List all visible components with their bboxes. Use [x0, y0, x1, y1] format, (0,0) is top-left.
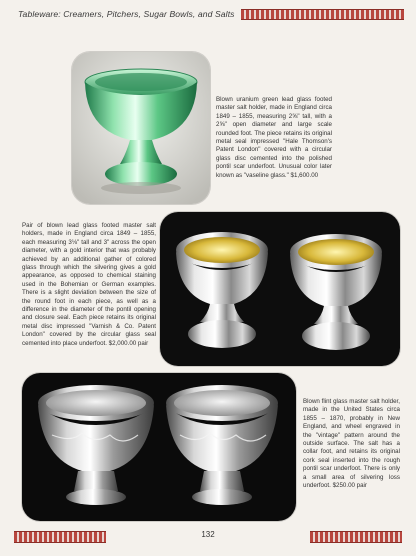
photo-engraved-salts — [22, 373, 296, 521]
header-decorative-stripe — [241, 9, 404, 20]
photo-pair-gold-salts — [160, 212, 400, 366]
caption-green-salt: Blown uranium green lead glass footed master salt holder, made in England circa 1849 – 1855, measuring 2⅝" tall, with a 2⅝" open diameter and large scale rounded foot. The piece retains its original metal seal impressed "Hale Thomson's Patent London" covered with a circular glass disc cemented into the polished pontil scar underfoot. Unusual color later known as "vaseline glass." $1,600.00 — [216, 96, 332, 179]
photo-green-salt — [72, 52, 210, 204]
green-salt-illustration — [72, 52, 210, 204]
engraved-salts-illustration — [22, 373, 296, 521]
footer-right-stripe — [310, 531, 402, 543]
section-title: Tableware: Creamers, Pitchers, Sugar Bowls, and Salts — [18, 9, 235, 19]
page-number: 132 — [201, 530, 215, 539]
page-footer — [14, 525, 402, 547]
gold-salts-illustration — [160, 212, 400, 366]
caption-engraved-salts: Blown flint glass master salt holder, made in the United States circa 1855 – 1870, probably in New England, and wheel engraved in the "vintage" pattern around the outside surface. The salt has a collar foot, and retains its original cork seal inserted into the rough pontil scar underfoot. There is only a small area of silvering loss underfoot. $250.00 pair — [303, 398, 400, 490]
caption-pair-gold-salts: Pair of blown lead glass footed master salt holders, made in England circa 1849 – 1855, each measuring 3⅛" tall and 3" across the open diameter, with a gold interior that was probably achieved by an additional gather of colored glass through which the silvering gives a gold appearance, as opposed to chemical staining used in the Bohemian or German examples. There is a slight deviation between the size of the round foot in each piece, as well as a difference in the diameter of the pontil opening and closure seal. Each piece retains its original metal disc impressed "Varnish & Co. Patent London" covered by the circular glass seal cemented into place underfoot. $2,000.00 pair — [22, 222, 156, 347]
page-header — [18, 7, 404, 21]
